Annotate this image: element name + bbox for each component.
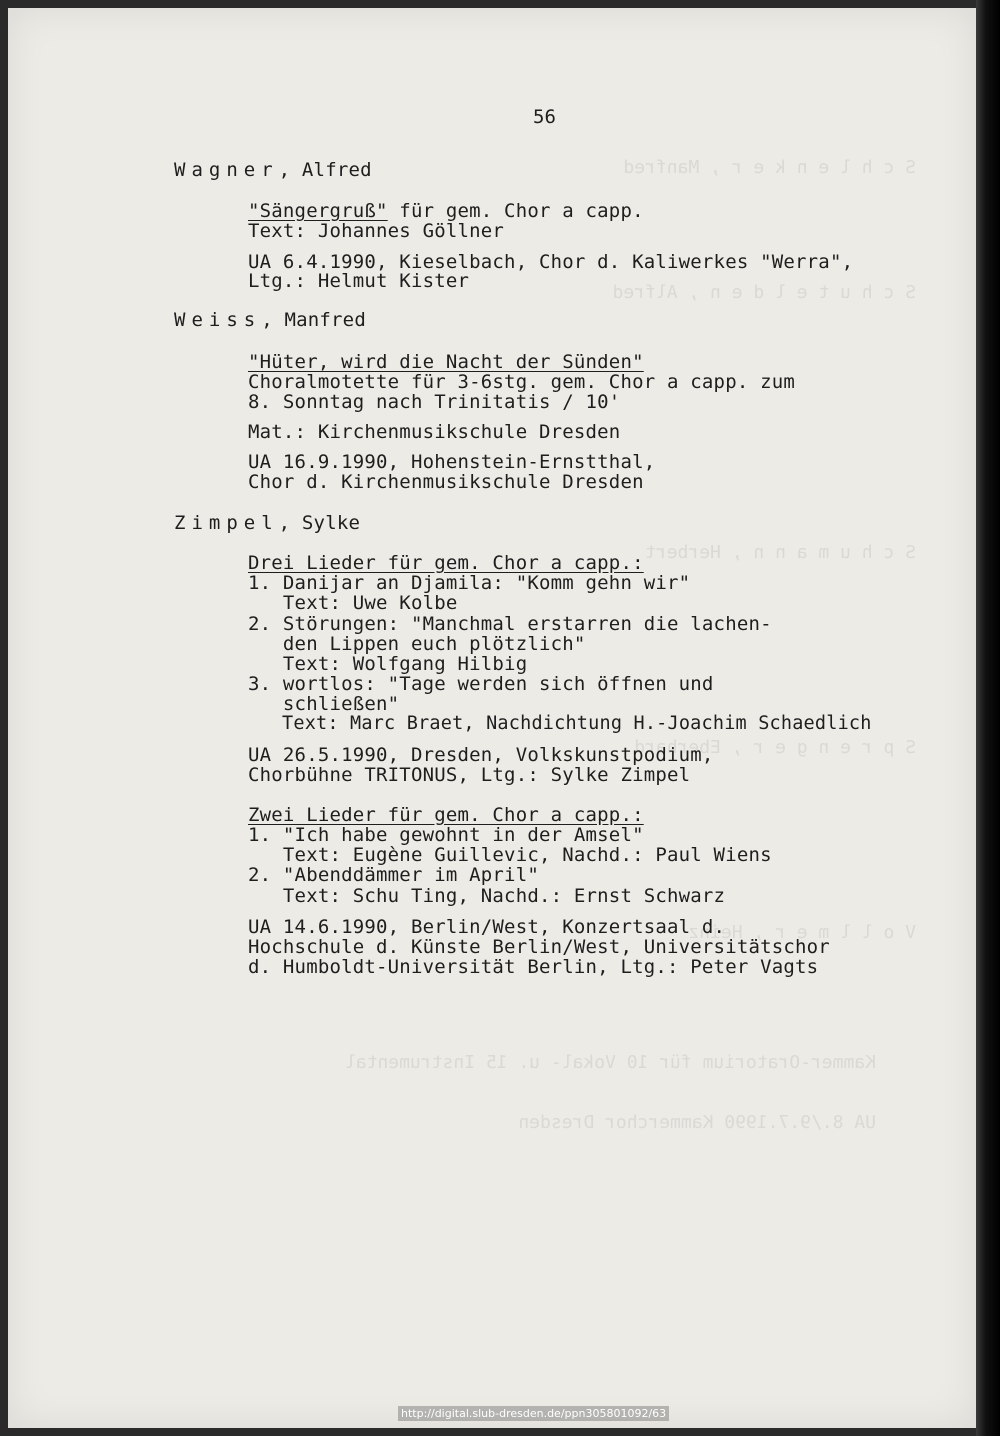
composer-given-name: , Manfred (261, 309, 366, 331)
composer-heading (174, 160, 372, 180)
premiere-line: UA 16.9.1990, Hohenstein-Ernstthal, (248, 451, 656, 473)
song-line: 2. "Abenddämmer im April" (248, 864, 539, 886)
document-page (8, 8, 976, 1428)
song-line: schließen" (248, 693, 400, 715)
composer-heading (174, 513, 360, 533)
work-title-underlined: "Sängergruß" (248, 200, 388, 222)
work-description-line: 8. Sonntag nach Trinitatis / 10' (248, 391, 621, 413)
work-title: Zwei Lieder für gem. Chor a capp.: (248, 804, 644, 826)
song-line: 2. Störungen: "Manchmal erstarren die lachen- (248, 613, 772, 635)
song-line: 1. Danijar an Djamila: "Komm gehn wir" (248, 572, 691, 594)
composer-surname: Weiss (174, 309, 262, 331)
work-title (248, 201, 644, 221)
premiere-line: UA 6.4.1990, Kieselbach, Chor d. Kaliwerkes "Werra", (248, 251, 854, 273)
song-line: 1. "Ich habe gewohnt in der Amsel" (248, 824, 644, 846)
work-text-line: Text: Johannes Göllner (248, 220, 505, 242)
song-line: 3. wortlos: "Tage werden sich öffnen und (248, 673, 714, 695)
scanner-edge (976, 0, 1000, 1436)
composer-given-name: , Sylke (278, 512, 361, 534)
material-line: Mat.: Kirchenmusikschule Dresden (248, 421, 621, 443)
premiere-line: Chor d. Kirchenmusikschule Dresden (248, 471, 644, 493)
premiere-line: Hochschule d. Künste Berlin/West, Universitätschor (248, 936, 830, 958)
composer-heading (174, 310, 366, 330)
song-line: Text: Eugène Guillevic, Nachd.: Paul Wiens (248, 844, 772, 866)
song-line: den Lippen euch plötzlich" (248, 633, 586, 655)
work-title: Drei Lieder für gem. Chor a capp.: (248, 552, 644, 574)
song-line: Text: Marc Braet, Nachdichtung H.-Joachim Schaedlich (248, 713, 872, 734)
premiere-line: Ltg.: Helmut Kister (248, 270, 470, 292)
song-line: Text: Schu Ting, Nachd.: Ernst Schwarz (248, 885, 726, 907)
composer-surname: Zimpel (174, 512, 279, 534)
premiere-line: d. Humboldt-Universität Berlin, Ltg.: Peter Vagts (248, 956, 819, 978)
premiere-line: UA 14.6.1990, Berlin/West, Konzertsaal d. (248, 916, 726, 938)
work-title-rest: für gem. Chor a capp. (387, 200, 644, 222)
song-line: Text: Wolfgang Hilbig (248, 653, 528, 675)
work-description-line: Choralmotette für 3-6stg. gem. Chor a capp. zum (248, 371, 796, 393)
work-title: "Hüter, wird die Nacht der Sünden" (248, 351, 644, 373)
show-through: S c h l e n k e r , Manfred S c h u t e l d e n , Alfred S c h u m a n n , Herbert S p r e n g e r , Eberhard V o l l m e r , Heinz Kammer-Oratorium für 10 Vokal- u. 15 Instrumental UA 8./9.7.1990 Kammerchor Dresden (344, 157, 916, 1133)
composer-surname: Wagner (174, 159, 279, 181)
premiere-line: Chorbühne TRITONUS, Ltg.: Sylke Zimpel (248, 764, 691, 786)
premiere-line: UA 26.5.1990, Dresden, Volkskunstpodium, (248, 744, 714, 766)
composer-given-name: , Alfred (278, 159, 372, 181)
song-line: Text: Uwe Kolbe (248, 592, 458, 614)
source-url-watermark: http://digital.slub-dresden.de/ppn305801092/63 (398, 1406, 669, 1421)
page-number: 56 (533, 106, 556, 128)
